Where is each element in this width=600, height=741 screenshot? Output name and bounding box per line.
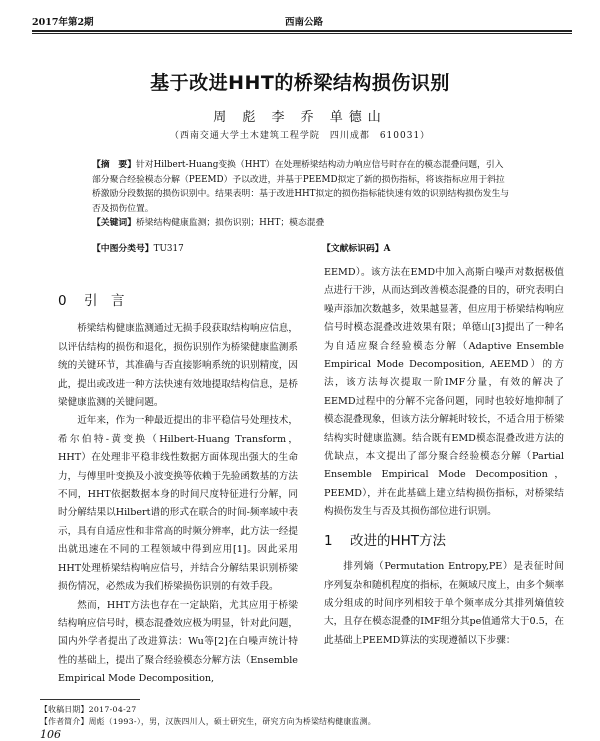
affiliation: （西南交通大学土木建筑工程学院 四川成都 610031） [169,131,431,141]
method-paragraph-1: 排列熵（Permutation Entropy,PE）是表征时间序列复杂和随机程度的指标，在频域尺度上，由多个频率成分组成的时间序列相较于单个频率成分其排列熵值较大，且存在模态混叠的IMF组分其pe值通常大于0.5，在此基础上PEEMD算法的实现遵循以下步骤： [324,561,564,646]
page-number: 106 [40,728,61,741]
keywords-text: 桥梁结构健康监测；损伤识别；HHT；模态混叠 [136,218,325,228]
section-number: 1 [324,532,333,549]
intro-paragraph-2: 近年来，作为一种最近提出的非平稳信号处理技术，希尔伯特-黄变换（Hilbert-Huang Transform，HHT）在处理非平稳非线性数据方面体现出强大的生命力，与傅里叶变换及小波变换等依赖于先验函数基的方法不同，HHT依据数据本身的时间尺度特征进行分解，同时分解结果以Hilbert谱的形式在联合的时间-频率域中表示，具有自适应性和非常高的时频分辨率，此方法一经提出就迅速在不同的工程领域中得到应用[1]。因此采用HHT处理桥梁结构响应信号，并结合分解结果识别桥梁损伤情况，必然成为我们桥梁损伤识别的有效手段。 [58,415,298,593]
abstract-block [92,158,512,231]
doc-code-value: A [383,244,391,254]
clc-field [92,241,322,254]
issue-label: 2017年第2期 [32,17,94,28]
section-number: 0 [58,293,67,309]
abstract-text: 针对Hilbert-Huang变换（HHT）在处理桥梁结构动力响应信号时存在的模态混叠问题，引入部分聚合经验模态分解（PEEMD）予以改进，并基于PEEMD拟定了新的损伤指标，将该指标应用于斜拉桥激励分段数据的损伤识别中。结果表明：基于改进HHT拟定的损伤指标能快速有效的识别结构损伤发生与否及损伤位置。 [92,160,510,214]
section-title: 改进的HHT方法 [350,532,447,549]
intro-paragraph-1: 桥梁结构健康监测通过无损手段获取结构响应信息，以评估结构的损伤和退化，损伤识别作为桥梁健康监测系统的关键环节，其准确与否直接影响系统的识别精度，因此，提出或改进一种方法快速有效地提取结构信息，是桥梁健康监测的关键问题。 [58,323,298,409]
authors: 周 彪 李 乔 单德山 [213,110,387,125]
paper-title: 基于改进HHT的桥梁结构损伤识别 [150,72,450,94]
received-date: 【收稿日期】2017-04-27 [40,705,137,714]
abstract-label: 【摘 要】 [92,160,136,170]
keywords-label: 【关键词】 [92,218,136,228]
header-rule-thin [32,33,572,34]
footnotes [40,704,376,727]
right-paragraph-1: EEMD）。该方法在EMD中加入高斯白噪声对数据极值点进行干涉，从而达到改善模态混叠的目的，研究表明白噪声添加次数越多，效果越显著，但应用于桥梁结构响应信号时模态混叠改进效果有限；单德山[3]提出了一种名为自适应聚合经验模态分解（Adaptive Ensemble Empirical Mode Decomposition, AEEMD）的方法，该方法每次提取一阶IMF分量，有效的解决了EEMD过程中的分解不完备问题，同时也较好地抑制了模态混叠现象，但该方法分解耗时较长，不适合用于桥梁结构实时健康监测。结合既有EMD模态混叠改进方法的优缺点，本文提出了部分聚合经验模态分解（Partial Ensemble Empirical Mode Decomposition，PEEMD），并在此基础上建立结构损伤指标，对桥梁结构损伤发生与否及其损伤部位进行识别。 [324,267,564,518]
doc-code-label: 【文献标识码】 [322,244,384,254]
clc-label: 【中图分类号】 [92,244,154,254]
header-rule [32,30,572,32]
classification-row [92,241,512,254]
footnote-rule [40,699,140,700]
abstract-paragraph [92,158,512,216]
journal-name: 西南公路 [285,17,324,28]
right-column [324,264,564,650]
section-title: 引 言 [84,293,125,309]
author-bio: 【作者简介】周彪（1993-），男，汉族四川人，硕士研究生，研究方向为桥梁结构健康监测。 [40,716,376,726]
section-heading-intro [58,292,298,310]
intro-paragraph-3: 然而，HHT方法也存在一定缺陷，尤其应用于桥梁结构响应信号时，模态混叠效应极为明显，针对此问题，国内外学者提出了改进算法：Wu等[2]在白噪声统计特性的基础上，提出了聚合经验模态分解方法（Ensemble Empirical Mode Decomposition, [58,599,298,685]
left-column [58,280,298,689]
section-heading-method [324,532,564,550]
clc-value: TU317 [153,244,184,254]
doc-code-field [322,241,390,254]
keywords-paragraph [92,216,512,231]
